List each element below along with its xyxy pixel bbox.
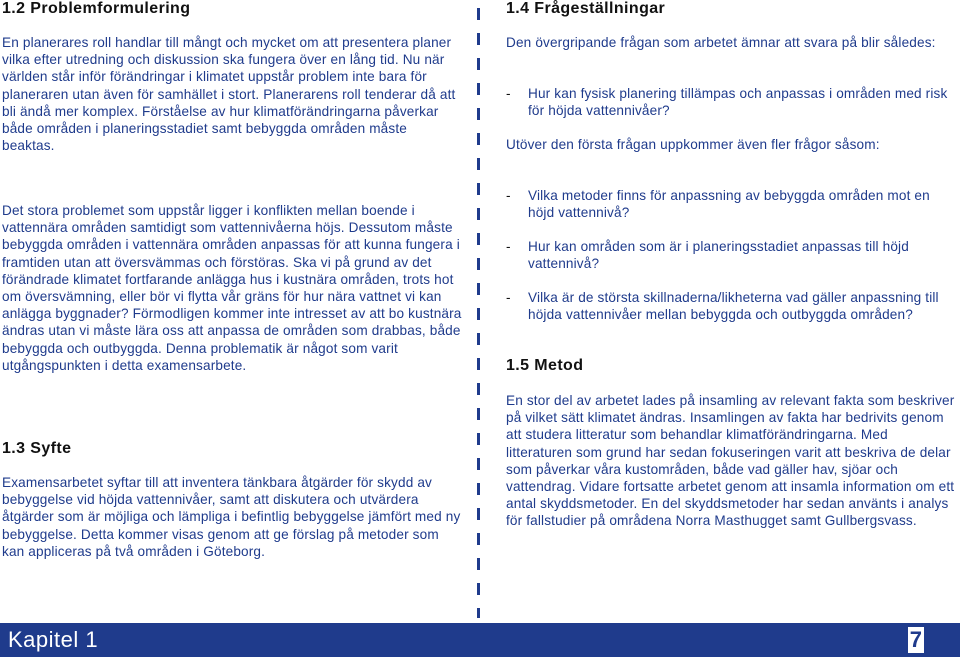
bullet-dash: - [506, 239, 511, 254]
column-divider [477, 8, 480, 618]
question-text: Vilka metoder finns för anpassning av bebyggda områden mot en höjd vattennivå? [528, 188, 930, 221]
problemformulering-paragraph-1: En planerares roll handlar till mångt och mycket om att presentera planer vilka efter utredning och diskussion ska fungera över en lång tid. Nu när världen står inför förändringar i klimatet uppstår problem inte bara för planeraren utan även för samhället i stort. Planerarens roll tenderar då att bli ändå mer komplex. Förståelse av hur klimatförändringarna påverkar både områden i planeringsstadiet samt bebyggda områden måste beaktas. [2, 35, 456, 154]
chapter-label: Kapitel 1 [8, 627, 99, 652]
metod-paragraph: En stor del av arbetet lades på insamling av relevant fakta som beskriver på vilket sätt klimatet ändras. Insamlingen av fakta har bedrivits genom att studera litteratur som behandlar klimatförändringarna. Med litteraturen som grund har sedan fokuseringen varit att beskriva de delar som påverkar våra kustområden, både vad gäller hav, sjöar och vattendrag. Vidare fortsatte arbetet genom att insamla information om ett antal skyddsmetoder. En del skyddsmetoder har sedan använts i analys för fallstudier på områdena Norra Masthugget samt Gullbergsvass. [506, 393, 955, 529]
fragestallningar-followup: Utöver den första frågan uppkommer även fler frågor såsom: [506, 137, 880, 152]
section-heading-problemformulering: 1.2 Problemformulering [2, 0, 191, 17]
question-text: Hur kan fysisk planering tillämpas och anpassas i områden med risk för höjda vattennivåer? [528, 86, 948, 119]
bullet-dash: - [506, 290, 511, 305]
syfte-paragraph: Examensarbetet syftar till att inventera tänkbara åtgärder för skydd av bebyggelse vid höjda vattennivåer, samt att diskutera och utvärdera åtgärder som är möjliga och lämpliga i befintlig bebyggelse jämfört med ny bebyggelse. Detta kommer visas genom att ge förslag på metoder som kan appliceras på två områden i Göteborg. [2, 475, 461, 559]
bullet-dash: - [506, 188, 511, 203]
page-number: 7 [909, 627, 922, 652]
section-heading-syfte: 1.3 Syfte [2, 440, 72, 457]
page-footer [0, 623, 960, 657]
bullet-dash: - [506, 86, 511, 101]
section-heading-fragestallningar: 1.4 Frågeställningar [506, 0, 666, 17]
question-text: Vilka är de största skillnaderna/likheterna vad gäller anpassning till höjda vattennivåer mellan bebyggda och outbyggda områden? [528, 290, 939, 323]
fragestallningar-intro: Den övergripande frågan som arbetet ämnar att svara på blir således: [506, 35, 936, 50]
problemformulering-paragraph-2: Det stora problemet som uppstår ligger i konflikten mellan boende i vattennära områden samtidigt som vattennivåerna höjs. Dessutom måste bebyggda områden i vattennära områden anpassas för att kunna fungera i framtiden utan att översvämmas och förstöras. Ska vi på grund av det förändrade klimatet fortfarande anlägga hus i kustnära områden, trots hot om översvämning, eller bör vi flytta vår gräns för hur nära vattnet vi kan anlägga byggnader? Förmodligen kommer inte intresset av att bo kustnära ändras utan vi måste lära oss att anpassa de områden som drabbas, både bebyggda och outbyggda. Denna problematik är något som varit utgångspunkten i detta examensarbete. [2, 203, 462, 373]
section-heading-metod: 1.5 Metod [506, 357, 584, 374]
question-text: Hur kan områden som är i planeringsstadiet anpassas till höjd vattennivå? [528, 239, 909, 272]
